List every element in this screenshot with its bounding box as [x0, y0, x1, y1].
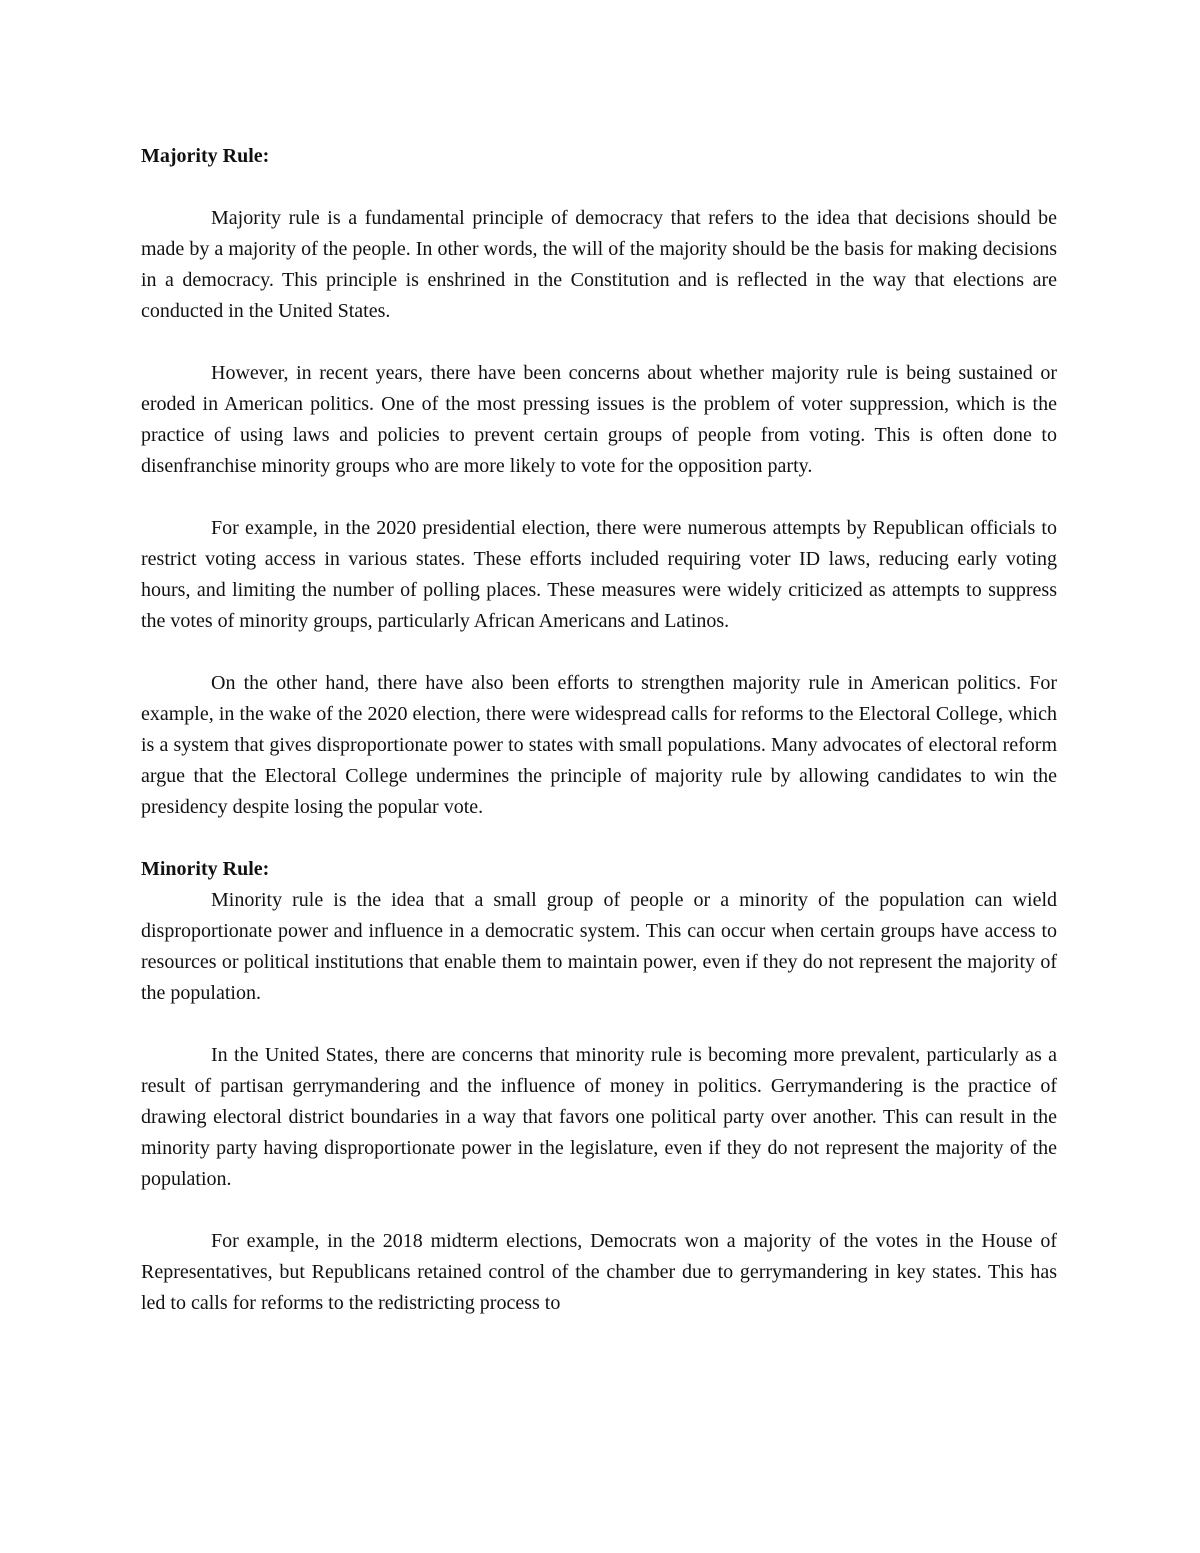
paragraph-majority-3: For example, in the 2020 presidential election, there were numerous attempts by Republican officials to restrict voting access in various states. These efforts included requiring voter ID laws, reducing early voting hours, and limiting the number of polling places. These measures were widely criticized as attempts to suppress the votes of minority groups, particularly African Americans and Latinos. [141, 517, 1057, 632]
paragraph-majority-4: On the other hand, there have also been efforts to strengthen majority rule in American politics. For example, in the wake of the 2020 election, there were widespread calls for reforms to the Electoral College, which is a system that gives disproportionate power to states with small populations. Many advocates of electoral reform argue that the Electoral College undermines the principle of majority rule by allowing candidates to win the presidency despite losing the popular vote. [141, 672, 1057, 818]
document-body [141, 141, 1057, 1319]
paragraph-minority-3: For example, in the 2018 midterm elections, Democrats won a majority of the votes in the House of Representatives, but Republicans retained control of the chamber due to gerrymandering in key states. This has led to calls for reforms to the redistricting process to [141, 1230, 1057, 1314]
paragraph-majority-2: However, in recent years, there have been concerns about whether majority rule is being sustained or eroded in American politics. One of the most pressing issues is the problem of voter suppression, which is the practice of using laws and policies to prevent certain groups of people from voting. This is often done to disenfranchise minority groups who are more likely to vote for the opposition party. [141, 362, 1057, 477]
paragraph-minority-2: In the United States, there are concerns that minority rule is becoming more prevalent, particularly as a result of partisan gerrymandering and the influence of money in politics. Gerrymandering is the practice of drawing electoral district boundaries in a way that favors one political party over another. This can result in the minority party having disproportionate power in the legislature, even if they do not represent the majority of the population. [141, 1044, 1057, 1190]
spacer [141, 637, 1057, 668]
spacer [141, 1009, 1057, 1040]
section-heading-minority-rule: Minority Rule: [141, 858, 270, 880]
spacer [141, 172, 1057, 203]
paragraph-minority-1: Minority rule is the idea that a small group of people or a minority of the population can wield disproportionate power and influence in a democratic system. This can occur when certain groups have access to resources or political institutions that enable them to maintain power, even if they do not represent the majority of the population. [141, 889, 1057, 1004]
section-heading-majority-rule: Majority Rule: [141, 145, 270, 167]
spacer [141, 482, 1057, 513]
spacer [141, 327, 1057, 358]
paragraph-majority-1: Majority rule is a fundamental principle of democracy that refers to the idea that decisions should be made by a majority of the people. In other words, the will of the majority should be the basis for making decisions in a democracy. This principle is enshrined in the Constitution and is reflected in the way that elections are conducted in the United States. [141, 207, 1057, 322]
spacer [141, 1195, 1057, 1226]
spacer [141, 823, 1057, 854]
